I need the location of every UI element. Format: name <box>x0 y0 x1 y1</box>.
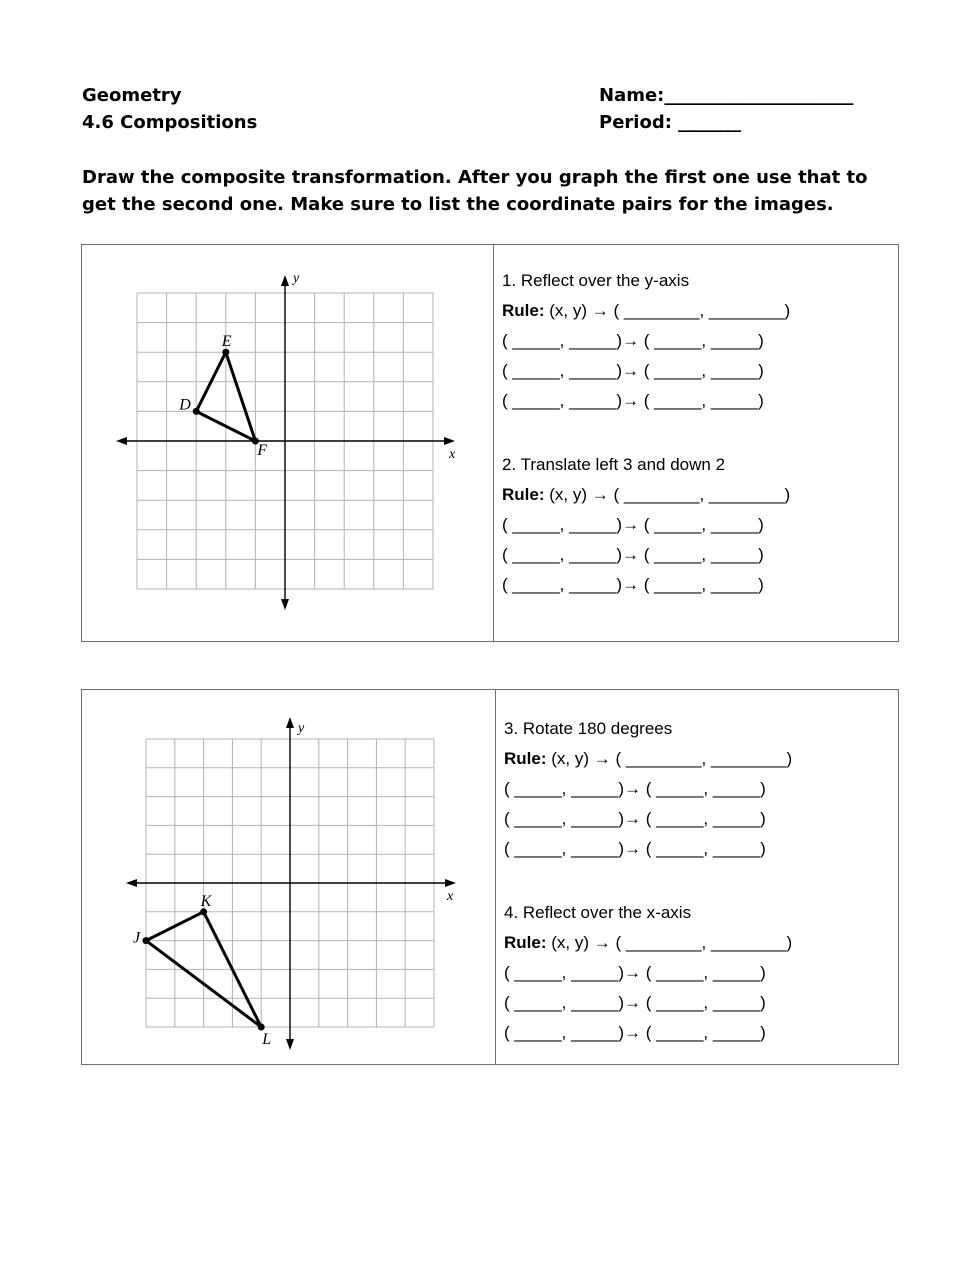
coordinate-pair-row[interactable]: ( _____, _____)→ ( _____, _____) <box>502 515 764 534</box>
rule-label: Rule: <box>504 933 547 952</box>
rule-line[interactable] <box>504 744 792 774</box>
coordinate-pair-row[interactable]: ( _____, _____)→ ( _____, _____) <box>504 993 766 1012</box>
lesson-title: 4.6 Compositions <box>82 112 258 133</box>
instructions: Draw the composite transformation. After you graph the first one use that to get the second one. Make sure to list the coordinate pairs for the images. <box>82 167 868 215</box>
rule-line[interactable] <box>504 928 792 958</box>
box-divider <box>495 690 496 1064</box>
y-axis-label: y <box>298 721 305 736</box>
problem-title: 3. Rotate 180 degrees <box>504 719 673 738</box>
vertex-label-l: L <box>262 1031 272 1048</box>
x-axis-label: x <box>447 889 454 904</box>
problem-title: 4. Reflect over the x-axis <box>504 903 692 922</box>
y-axis-arrow-down-icon <box>281 599 289 610</box>
problem-title: 1. Reflect over the y-axis <box>502 271 690 290</box>
rule-line[interactable] <box>502 480 790 510</box>
rule-label: Rule: <box>502 301 545 320</box>
vertex-label-f: F <box>257 442 268 459</box>
rule-label: Rule: <box>504 749 547 768</box>
coordinate-pair-row[interactable]: ( _____, _____)→ ( _____, _____) <box>502 575 764 594</box>
course-title: Geometry <box>82 85 182 106</box>
problem-2 <box>502 450 790 600</box>
x-axis-label: x <box>449 447 456 462</box>
rule-blank[interactable]: (x, y) → ( ________, ________) <box>546 933 793 952</box>
coordinate-pair-row[interactable]: ( _____, _____)→ ( _____, _____) <box>504 779 766 798</box>
x-axis-arrow-right-icon <box>444 437 455 445</box>
vertex-label-e: E <box>221 333 232 351</box>
x-axis-arrow-right-icon <box>445 879 456 887</box>
coordinate-pair-row[interactable]: ( _____, _____)→ ( _____, _____) <box>504 839 766 858</box>
y-axis-label: y <box>293 271 300 286</box>
coordinate-pair-row[interactable]: ( _____, _____)→ ( _____, _____) <box>504 963 766 982</box>
coordinate-pair-row[interactable]: ( _____, _____)→ ( _____, _____) <box>502 331 764 350</box>
coordinate-grid-1[interactable] <box>100 260 480 620</box>
problem-title: 2. Translate left 3 and down 2 <box>502 455 726 474</box>
x-axis-arrow-left-icon <box>126 879 137 887</box>
coordinate-pair-row[interactable]: ( _____, _____)→ ( _____, _____) <box>502 361 764 380</box>
y-axis-arrow-down-icon <box>286 1039 294 1050</box>
rule-blank[interactable]: (x, y) → ( ________, ________) <box>544 485 791 504</box>
coordinate-pair-row[interactable]: ( _____, _____)→ ( _____, _____) <box>504 1023 766 1042</box>
rule-label: Rule: <box>502 485 545 504</box>
coordinate-grid-2[interactable] <box>100 705 480 1055</box>
coordinate-pair-row[interactable]: ( _____, _____)→ ( _____, _____) <box>502 391 764 410</box>
coordinate-pair-row[interactable]: ( _____, _____)→ ( _____, _____) <box>502 545 764 564</box>
vertex-point-l <box>258 1024 265 1031</box>
period-field[interactable]: Period: _______ <box>599 112 742 133</box>
problem-1 <box>502 266 790 416</box>
vertex-point-j <box>143 937 150 944</box>
vertex-label-j: J <box>133 929 141 947</box>
vertex-label-d: D <box>179 396 191 414</box>
name-field[interactable]: Name:_____________________ <box>599 85 854 106</box>
rule-blank[interactable]: (x, y) → ( ________, ________) <box>546 749 793 768</box>
x-axis-arrow-left-icon <box>116 437 127 445</box>
coordinate-pair-row[interactable]: ( _____, _____)→ ( _____, _____) <box>504 809 766 828</box>
problem-4 <box>504 898 792 1048</box>
y-axis-arrow-up-icon <box>286 717 294 728</box>
vertex-point-d <box>193 408 200 415</box>
rule-blank[interactable]: (x, y) → ( ________, ________) <box>544 301 791 320</box>
box-divider <box>493 245 494 641</box>
vertex-label-k: K <box>200 892 212 910</box>
y-axis-arrow-up-icon <box>281 275 289 286</box>
problem-3 <box>504 714 792 864</box>
rule-line[interactable] <box>502 296 790 326</box>
